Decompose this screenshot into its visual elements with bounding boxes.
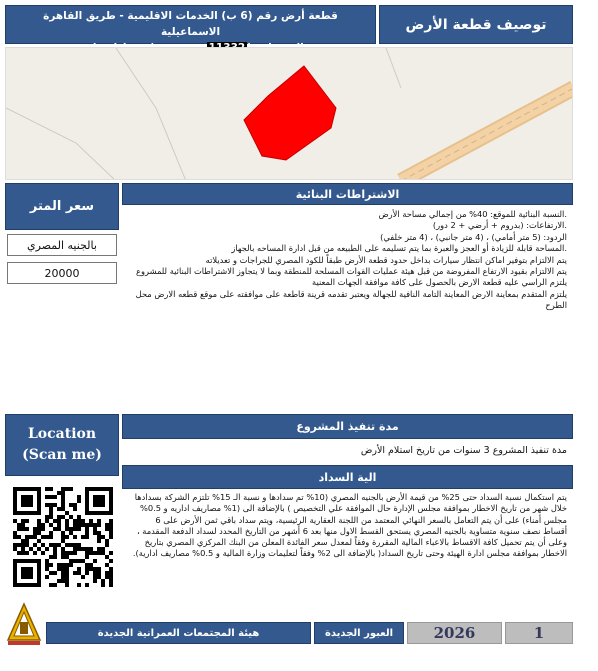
execution-period-title: مدة تنفيذ المشروع — [122, 414, 573, 439]
footer-page-number: 1 — [505, 622, 573, 644]
plot-map[interactable] — [5, 47, 573, 180]
condition-line: .النسبة البنائية للموقع: 40% من إجمالي مساحة الأرض — [378, 209, 567, 219]
condition-line: يتم الالتزام بتوفير اماكن انتظار سيارات بداخل حدود قطعة الأرض طبقاً للكود المصري للجراجات و تعديلاته — [205, 254, 567, 265]
price-title: سعر المتر — [5, 183, 119, 230]
footer-authority: هيئة المجتمعات العمرانية الجديدة — [46, 622, 311, 644]
building-conditions-title: الاشتراطات البنائية — [122, 183, 573, 205]
condition-line: الردود: (5 متر أمامي) ، (4 متر جانبي) ، (4 متر خلفي) — [380, 231, 567, 242]
condition-line: يتم الالتزام بقيود الارتفاع المفروضة من قبل هيئة عمليات القوات المسلحة للمنطقة وبما لا يتجاوز الاشتراطات البنائية للمشروع — [136, 266, 567, 277]
payment-mechanism-text: يتم استكمال نسبة السداد حتى 25% من قيمة الأرض بالجنيه المصري (10% تم سدادها و نسبة الـ 15% تلتزم الشركة بسدادها خلال شهر من تاريخ الاخطار بموافقة مجلس الإدارة حال الموافقة علي التخصيص ) بالإضافة الى (1% مصاريف اداريه و 0.5% مجلس أمناء) على أن يتم التعامل بالسعر النهائي المعتمد من اللجنة العقارية الرئيسية، ويتم سداد باقي ثمن الأرض على 6 أقساط نصف سنوية متساوية بالجنيه المصري يستحق القسط الاول منها بعد 6 أشهر من التاريخ المحدد لسداد الدفعة المقدمة ، وعلى أن يتم تحميل كافة الاقساط بالاعباء المالية المقررة وفقاً لمعدل سعر الفائدة المعلن من البنك المركزي المصري بتاريخ الاخطار بموافقة مجلس ادارة الهيئة وحتى تاريخ السداد( بالإضافة الى 2% وفقاً لتعليمات وزارة المالية و 0.5% مصاريف ادارية). — [132, 492, 567, 559]
section-title: توصيف قطعة الأرض — [379, 5, 573, 44]
currency-label: بالجنيه المصري — [7, 234, 117, 256]
map-graphic — [6, 48, 573, 180]
footer-city: العبور الجديدة — [314, 622, 404, 644]
plot-title-line1: قطعة أرض رقم (6 ب) الخدمات الاقليمية - طريق القاهرة الاسماعيلية — [43, 10, 338, 38]
condition-line: .الارتفاعات: (بدروم + أرضي + 2 دور) — [432, 220, 567, 231]
authority-logo — [5, 602, 43, 646]
payment-mechanism-title: الية السداد — [122, 465, 573, 489]
condition-line: يلتزم الراسي عليه قطعة الارض بالحصول على كافة موافقة الجهات المعنية — [312, 277, 567, 288]
location-title — [5, 414, 119, 476]
location-title-line1: Location — [27, 426, 97, 442]
building-conditions-body — [124, 207, 573, 409]
price-per-meter: 20000 — [7, 262, 117, 284]
location-title-line2: (Scan me) — [22, 447, 102, 463]
footer-year: 2026 — [407, 622, 502, 644]
plot-title — [5, 5, 376, 44]
execution-period-text: مدة تنفيذ المشروع 3 سنوات من تاريخ استلام الأرض — [360, 445, 567, 456]
condition-line: يلتزم المتقدم بمعاينة الارض المعاينة التامة النافية للجهالة ويعتبر تقدمه قرينة قاطعة على موافقته على موقع قطعه الارض محل الطرح — [135, 288, 567, 311]
location-qr-code[interactable] — [13, 487, 113, 587]
condition-line: .المساحة قابلة للزيادة أو العجز والعبرة بما يتم تسليمه على الطبيعه من قبل ادارة المساحه بالجهاز — [231, 243, 567, 254]
